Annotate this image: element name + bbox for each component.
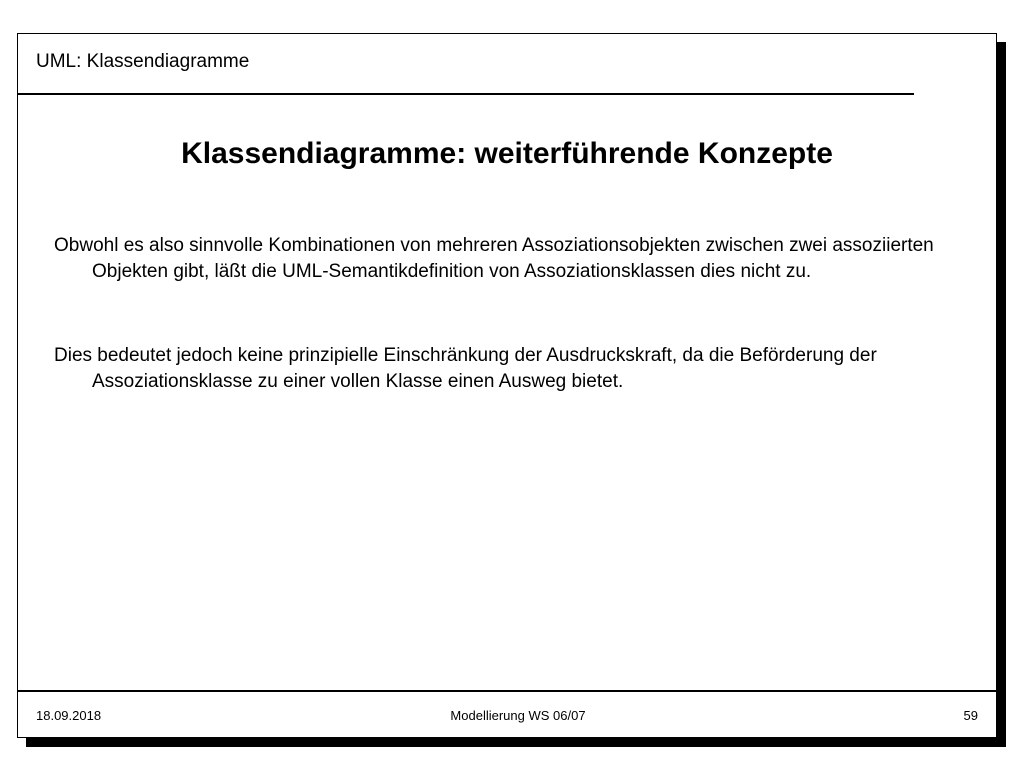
header-title: UML: Klassendiagramme	[36, 51, 250, 72]
footer-date: 18.09.2018	[36, 708, 102, 723]
paragraph-2: Dies bedeutet jedoch keine prinzipielle Einschränkung der Ausdruckskraft, da die Beförderung der Assoziationsklasse zu einer vollen Klasse einen Ausweg bietet.	[54, 345, 877, 392]
footer-course: Modellierung WS 06/07	[450, 708, 586, 723]
slide	[17, 33, 997, 738]
header-divider	[18, 93, 914, 95]
footer-page-number: 59	[963, 708, 978, 723]
paragraph-1: Obwohl es also sinnvolle Kombinationen von mehreren Assoziationsobjekten zwischen zwei assoziierten Objekten gibt, läßt die UML-Semantikdefinition von Assoziationsklassen dies nicht zu.	[54, 235, 934, 282]
slide-title: Klassendiagramme: weiterführende Konzepte	[181, 137, 833, 170]
footer-divider	[18, 690, 996, 692]
